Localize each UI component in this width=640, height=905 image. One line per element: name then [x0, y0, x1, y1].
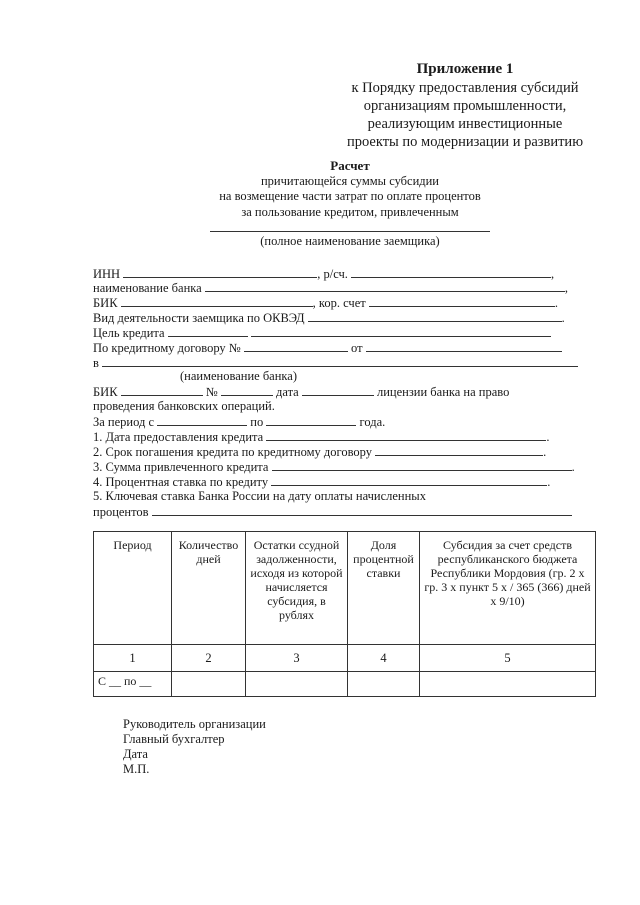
- license-no-label: №: [205, 385, 218, 399]
- table-cell: [246, 672, 348, 697]
- license-no-field: [221, 384, 273, 396]
- license-date-field: [302, 384, 374, 396]
- contract-label: По кредитному договору №: [93, 341, 241, 355]
- appendix-line: реализующим инвестиционные: [367, 116, 563, 132]
- table-cell: [172, 672, 246, 697]
- contract-date-field: [366, 340, 562, 352]
- rs-field: [351, 266, 551, 278]
- okved-label: Вид деятельности заемщика по ОКВЭД: [93, 311, 305, 325]
- kor-field: [369, 295, 555, 307]
- license-date-label: дата: [275, 385, 299, 399]
- period-row: [93, 414, 385, 430]
- period-to-field: [266, 414, 356, 426]
- item3-row: 3. Сумма привлеченного кредита .: [93, 460, 575, 474]
- purpose-label: Цель кредита: [93, 326, 165, 340]
- table-cell-period: С __ по __: [94, 672, 172, 697]
- item5b-label: процентов: [93, 505, 149, 519]
- purpose-row: [93, 325, 551, 341]
- table-header-cell: Период: [94, 532, 172, 645]
- item5-field: [152, 504, 572, 516]
- bank-row: наименование банка ,: [93, 281, 568, 295]
- item4-row: 4. Процентная ставка по кредиту .: [93, 475, 551, 489]
- from-label: от: [351, 341, 363, 355]
- bik-row: БИК , кор. счет .: [93, 296, 558, 310]
- year-label: года.: [359, 415, 386, 429]
- bik2-field: [121, 384, 203, 396]
- item1-row: 1. Дата предоставления кредита .: [93, 430, 550, 444]
- okved-field: [308, 310, 562, 322]
- item4-field: [271, 474, 547, 486]
- table-row: [94, 672, 596, 697]
- calc-title-block: [180, 158, 520, 250]
- table-number-cell: 1: [94, 645, 172, 672]
- item5b-row: [93, 504, 572, 520]
- in-bank-field: [102, 355, 578, 367]
- table-header-row: [94, 532, 596, 645]
- item3-field: [272, 459, 572, 471]
- period-from-field: [157, 414, 247, 426]
- calc-line: на возмещение части затрат по оплате процентов: [219, 189, 481, 203]
- signature-line: М.П.: [123, 762, 150, 776]
- borrower-caption: (полное наименование заемщика): [260, 234, 440, 248]
- bik2-row: [93, 384, 509, 400]
- borrower-underline: [210, 220, 490, 232]
- table-number-cell: 5: [420, 645, 596, 672]
- item2-field: [375, 444, 543, 456]
- purpose-field-2: [251, 325, 551, 337]
- bank-name-field: [205, 280, 565, 292]
- license-label: лицензии банка на право: [376, 385, 510, 399]
- inn-label: ИНН: [93, 267, 121, 281]
- okved-row: Вид деятельности заемщика по ОКВЭД .: [93, 311, 565, 325]
- bik-field: [121, 295, 313, 307]
- bik-label: БИК: [93, 296, 118, 310]
- period-label: За период с: [93, 415, 155, 429]
- table-header-cell: Количество дней: [172, 532, 246, 645]
- table-number-cell: 3: [246, 645, 348, 672]
- inn-row: ИНН , р/сч. ,: [93, 267, 555, 281]
- item2-row: 2. Срок погашения кредита по кредитному договору .: [93, 445, 547, 459]
- appendix-line: проекты по модернизации и развитию: [346, 134, 584, 150]
- appendix-title: Приложение 1: [416, 61, 514, 77]
- table-cell: [348, 672, 420, 697]
- calc-line: причитающейся суммы субсидии: [260, 173, 439, 188]
- item4-label: 4. Процентная ставка по кредиту: [93, 475, 269, 489]
- signature-line: Руководитель организации: [123, 717, 266, 731]
- table-header-cell: Доля процентной ставки: [348, 532, 420, 645]
- license-line-2: проведения банковских операций.: [93, 399, 275, 413]
- item3-label: 3. Сумма привлеченного кредита: [93, 460, 269, 474]
- signature-line: Дата: [123, 747, 148, 761]
- calc-title: Расчет: [330, 158, 370, 173]
- appendix-line: организациям промышленности,: [363, 98, 567, 114]
- calc-line: за пользование кредитом, привлеченным: [241, 204, 459, 219]
- item1-field: [266, 429, 546, 441]
- contract-row: [93, 340, 562, 356]
- subsidy-table: [93, 531, 596, 697]
- purpose-field: [168, 325, 248, 337]
- item2-label: 2. Срок погашения кредита по кредитному договору: [93, 445, 372, 459]
- kor-label: , кор. счет: [312, 296, 366, 310]
- table-number-cell: 2: [172, 645, 246, 672]
- signature-line: Главный бухгалтер: [123, 732, 225, 746]
- table-number-row: [94, 645, 596, 672]
- table-header-cell: Остатки ссудной задолженности, исходя из которой начисляется субсидия, в рублях: [246, 532, 348, 645]
- contract-number-field: [244, 340, 348, 352]
- borrower-field: [180, 220, 520, 234]
- table-header-cell: Субсидия за счет средств республиканского бюджета Республики Мордовия (гр. 2 х гр. 3 х пункт 5 х / 365 (366) дней х 9/10): [420, 532, 596, 645]
- bank-name-label: наименование банка: [93, 281, 202, 295]
- item1-label: 1. Дата предоставления кредита: [93, 430, 264, 444]
- period-to-label: по: [250, 415, 264, 429]
- table-number-cell: 4: [348, 645, 420, 672]
- inn-field: [123, 266, 317, 278]
- in-label: в: [93, 356, 99, 370]
- bank-caption: (наименование банка): [180, 369, 298, 383]
- in-bank-row: [93, 355, 578, 371]
- table-cell: [420, 672, 596, 697]
- item5-row: 5. Ключевая ставка Банка России на дату оплаты начисленных: [93, 489, 426, 503]
- rs-label: , р/сч.: [317, 267, 348, 281]
- appendix-line: к Порядку предоставления субсидий: [351, 80, 579, 96]
- bik2-label: БИК: [93, 385, 118, 399]
